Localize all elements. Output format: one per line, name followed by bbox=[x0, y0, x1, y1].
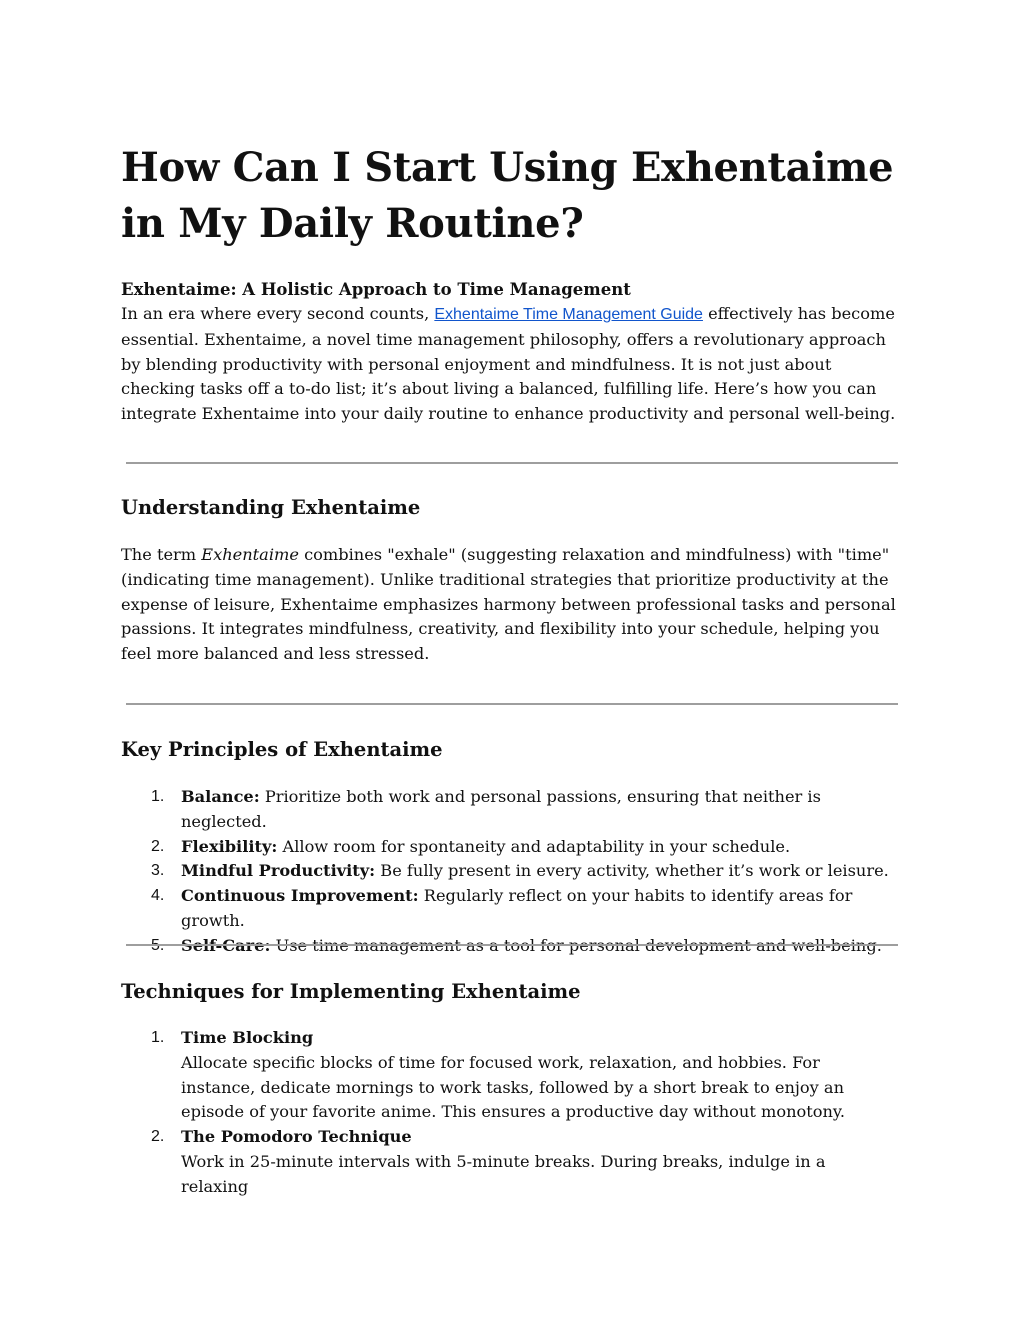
list-number: 3. bbox=[151, 862, 165, 880]
techniques-list bbox=[121, 1026, 896, 1200]
technique-description: Work in 25-minute intervals with 5-minute breaks. During breaks, indulge in a relaxing bbox=[181, 1151, 826, 1196]
list-item bbox=[121, 835, 896, 860]
list-number: 4. bbox=[151, 887, 165, 905]
principle-term: Self-Care: bbox=[181, 935, 271, 955]
time-management-guide-link[interactable]: Exhentaime Time Management Guide bbox=[434, 306, 703, 323]
technique-description: Allocate specific blocks of time for focused work, relaxation, and hobbies. For instance, dedicate mornings to work tasks, followed by a short break to enjoy an episode of your favorite anime. This ensures a productive day without monotony. bbox=[181, 1052, 846, 1122]
principle-term: Mindful Productivity: bbox=[181, 861, 376, 881]
principle-term: Continuous Improvement: bbox=[181, 886, 419, 906]
intro-paragraph bbox=[121, 302, 896, 427]
list-number: 2. bbox=[151, 837, 165, 855]
principle-text: Allow room for spontaneity and adaptability in your schedule. bbox=[277, 836, 791, 856]
intro-text-end: effectively has become essential. Exhentaime, a novel time management philosophy, offers a revolutionary approach by blending productivity with personal enjoyment and mindfulness. It is not just about checking tasks off a to-do list; it’s about living a balanced, fulfilling life. Here’s how you can integrate Exhentaime into your daily routine to enhance productivity and personal well-being. bbox=[121, 304, 896, 424]
divider bbox=[126, 944, 898, 946]
divider bbox=[126, 703, 898, 705]
list-number: 2. bbox=[151, 1128, 165, 1146]
list-item bbox=[121, 859, 896, 884]
understanding-text-end: combines "exhale" (suggesting relaxation and mindfulness) with "time" (indicating time management). Unlike traditional strategies that prioritize productivity at the expense of leisure, Exhentaime emphasizes harmony between professional tasks and personal passions. It integrates mindfulness, creativity, and flexibility into your schedule, helping you feel more balanced and less stressed. bbox=[121, 545, 896, 664]
list-item bbox=[121, 934, 896, 959]
principles-list bbox=[121, 785, 896, 959]
list-item bbox=[121, 1026, 896, 1125]
principle-text: Use time management as a tool for personal development and well-being. bbox=[270, 935, 882, 955]
technique-title: Time Blocking bbox=[181, 1028, 314, 1047]
list-number: 1. bbox=[151, 788, 165, 805]
understanding-paragraph bbox=[121, 543, 896, 667]
techniques-heading: Techniques for Implementing Exhentaime bbox=[121, 980, 581, 1003]
divider bbox=[126, 462, 898, 464]
term-exhentaime: Exhentaime bbox=[201, 545, 299, 564]
list-number: 1. bbox=[151, 1029, 165, 1046]
principle-text: Prioritize both work and personal passions, ensuring that neither is neglected. bbox=[181, 787, 821, 831]
list-item bbox=[121, 1125, 896, 1199]
list-item bbox=[121, 785, 896, 835]
intro-text-start: In an era where every second counts, bbox=[121, 304, 435, 323]
technique-title: The Pomodoro Technique bbox=[181, 1127, 412, 1147]
list-number: 5. bbox=[151, 936, 165, 954]
intro-heading: Exhentaime: A Holistic Approach to Time Management bbox=[121, 280, 631, 299]
principle-term: Balance: bbox=[181, 787, 260, 806]
principles-heading: Key Principles of Exhentaime bbox=[121, 738, 443, 761]
list-item bbox=[121, 884, 896, 934]
principle-term: Flexibility: bbox=[181, 836, 278, 856]
understanding-heading: Understanding Exhentaime bbox=[121, 496, 421, 519]
principle-text: Be fully present in every activity, whether it’s work or leisure. bbox=[375, 861, 889, 881]
principle-text: Regularly reflect on your habits to identify areas for growth. bbox=[181, 886, 853, 930]
page-title: How Can I Start Using Exhentaime in My Daily Routine? bbox=[121, 144, 894, 247]
understanding-text-start: The term bbox=[121, 545, 202, 564]
